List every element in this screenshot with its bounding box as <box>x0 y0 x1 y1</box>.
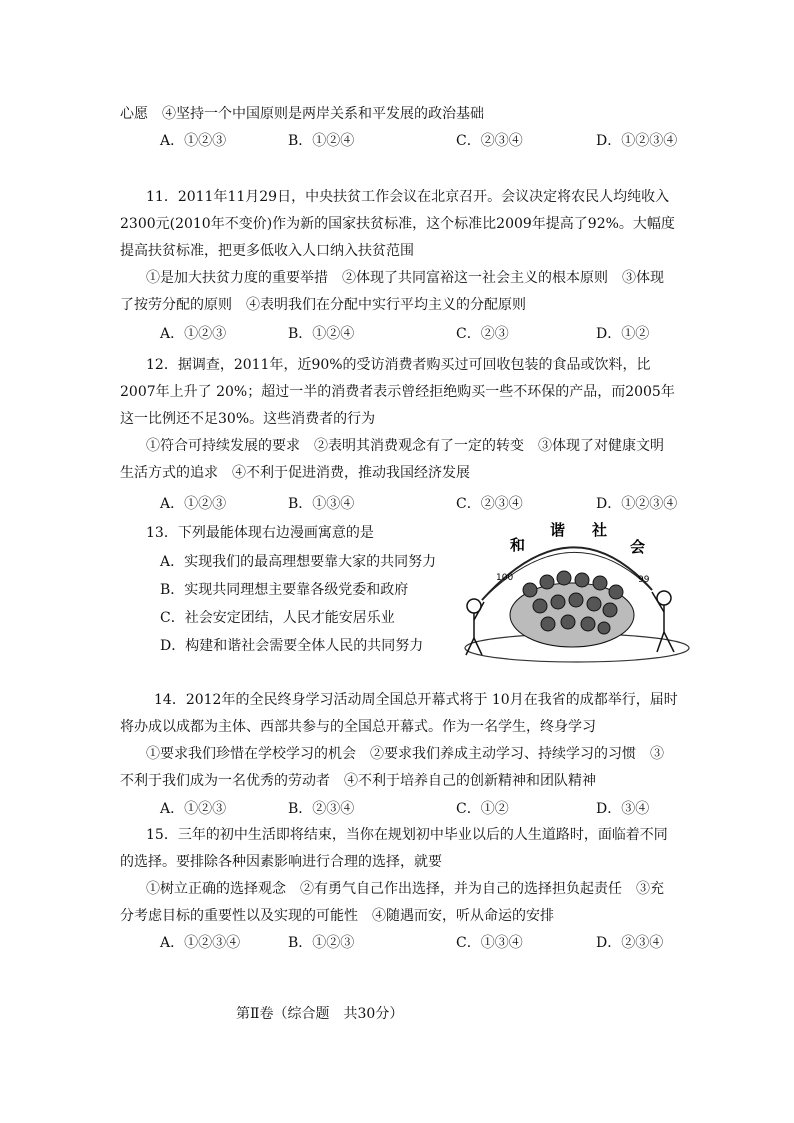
option-c: C．②③④ <box>456 133 523 149</box>
banner-char: 社 <box>592 521 608 539</box>
option-c: C．社会安定团结，人民才能安居乐业 <box>160 610 395 626</box>
question-15-stem: 15．三年的初中生活即将结束，当你在规划初中毕业以后的人生道路时，面临着不同 <box>146 827 668 843</box>
option-a: A．①②③ <box>160 133 227 149</box>
question-11-statements: 了按劳分配的原则 ④表明我们在分配中实行平均主义的分配原则 <box>120 297 526 313</box>
question-15-statements: ①树立正确的选择观念 ②有勇气自己作出选择，并为自己的选择担负起责任 ③充 <box>146 881 664 897</box>
option-a: A．①②③ <box>160 801 227 817</box>
question-11-stem: 2300元(2010年不变价)作为新的国家扶贫标准，这个标准比2009年提高了92%。大幅度 <box>120 216 675 232</box>
banner-char: 会 <box>630 538 646 556</box>
section-title: 第Ⅱ卷（综合题 共30分） <box>236 1006 404 1022</box>
option-d: D．①②③④ <box>596 133 678 149</box>
option-c: C．②③ <box>456 326 509 342</box>
question-10-tail: 心愿 ④坚持一个中国原则是两岸关系和平发展的政治基础 <box>120 106 484 122</box>
question-14-stem: 14．2012年的全民终身学习活动周全国总开幕式将于 10月在我省的成都举行，届时 <box>154 692 678 708</box>
option-a: A．①②③④ <box>160 935 241 951</box>
question-14-statements: ①要求我们珍惜在学校学习的机会 ②要求我们养成主动学习、持续学习的习惯 ③ <box>146 746 664 762</box>
option-c: C．①② <box>456 801 509 817</box>
question-12-statements: ①符合可持续发展的要求 ②表明其消费观念有了一定的转变 ③体现了对健康文明 <box>146 438 664 454</box>
option-b: B．②③④ <box>288 801 355 817</box>
option-b: B．①②④ <box>288 326 355 342</box>
option-a: A．①②③ <box>160 496 227 512</box>
question-14-stem: 将办成以成都为主体、西部共参与的全国总开幕式。作为一名学生，终身学习 <box>120 719 596 735</box>
option-d: D．③④ <box>596 801 650 817</box>
cartoon-number-99: 99 <box>638 575 650 585</box>
harmony-cartoon <box>452 520 696 666</box>
cartoon-number-100: 100 <box>496 573 514 583</box>
option-d: D．②③④ <box>596 935 664 951</box>
harmony-cartoon-drawing <box>452 520 696 666</box>
question-14-statements: 不利于我们成为一名优秀的劳动者 ④不利于培养自己的创新精神和团队精神 <box>120 773 596 789</box>
question-13-stem: 13．下列最能体现右边漫画寓意的是 <box>146 525 374 541</box>
option-b: B．①②③ <box>288 935 355 951</box>
question-12-stem: 2007年上升了 20%；超过一半的消费者表示曾经拒绝购买一些不环保的产品，而2005年 <box>120 384 675 400</box>
option-d: D．①② <box>596 326 650 342</box>
option-b: B．①③④ <box>288 496 355 512</box>
option-c: C．①③④ <box>456 935 523 951</box>
question-12-stem: 12．据调查，2011年，近90%的受访消费者购买过可回收包装的食品或饮料，比 <box>146 357 651 373</box>
banner-char: 和 <box>510 536 526 554</box>
option-d: D．①②③④ <box>596 496 678 512</box>
option-b: B．实现共同理想主要靠各级党委和政府 <box>160 582 409 598</box>
question-12-statements: 生活方式的追求 ④不利于促进消费，推动我国经济发展 <box>120 465 470 481</box>
question-11-stem: 11．2011年11月29日，中央扶贫工作会议在北京召开。会议决定将农民人均纯收入 <box>146 189 670 205</box>
option-d: D．构建和谐社会需要全体人民的共同努力 <box>160 638 424 654</box>
option-b: B．①②④ <box>288 133 355 149</box>
question-11-stem: 提高扶贫标准，把更多低收入人口纳入扶贫范围 <box>120 243 414 259</box>
question-12-stem: 这一比例还不足30%。这些消费者的行为 <box>120 411 376 427</box>
option-a: A．①②③ <box>160 326 227 342</box>
question-15-stem: 的选择。要排除各种因素影响进行合理的选择，就要 <box>120 854 442 870</box>
question-11-statements: ①是加大扶贫力度的重要举措 ②体现了共同富裕这一社会主义的根本原则 ③体现 <box>146 270 664 286</box>
question-15-statements: 分考虑目标的重要性以及实现的可能性 ④随遇而安，听从命运的安排 <box>120 908 554 924</box>
banner-char: 谐 <box>550 521 566 539</box>
option-c: C．②③④ <box>456 496 523 512</box>
option-a: A．实现我们的最高理想要靠大家的共同努力 <box>160 554 437 570</box>
